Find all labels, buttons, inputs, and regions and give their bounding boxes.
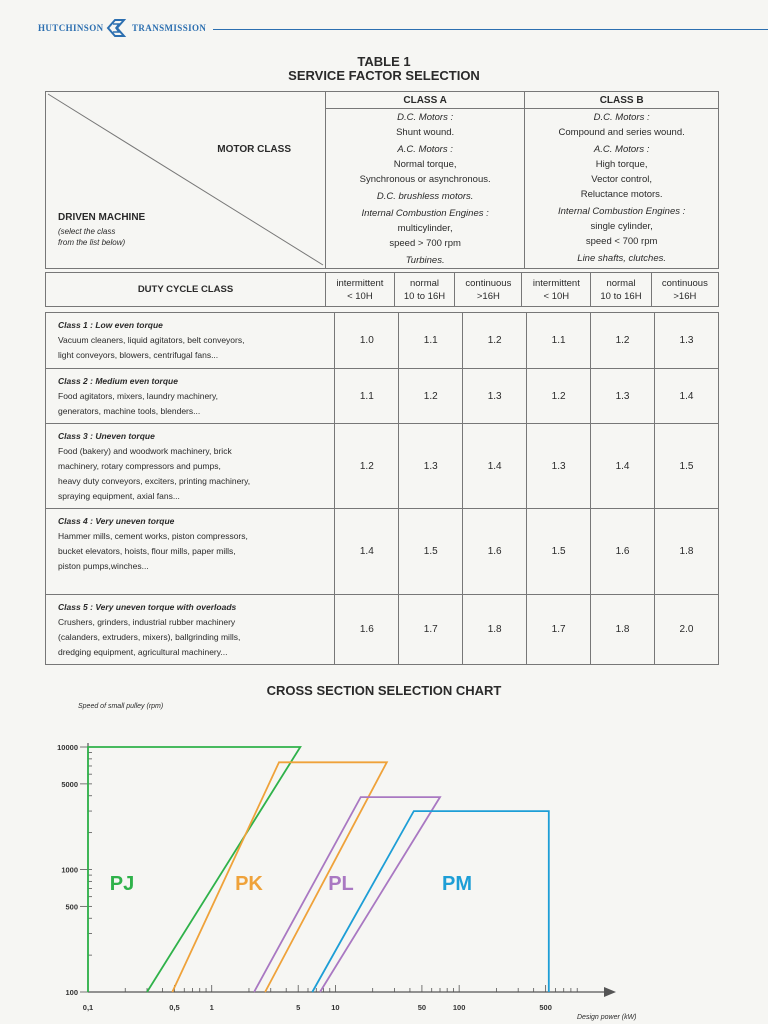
service-factor-value: 1.3 [463, 369, 527, 424]
service-factor-value: 1.6 [335, 595, 399, 665]
class-a-line: Normal torque, [393, 159, 457, 170]
service-factor-value: 1.4 [335, 509, 399, 595]
y-tick-label: 10000 [57, 743, 78, 752]
service-factor-value: 1.7 [527, 595, 591, 665]
class-a-line: Shunt wound. [396, 127, 455, 138]
class-a-line: D.C. brushless motors. [376, 191, 474, 202]
y-axis-label: Speed of small pulley (rpm) [78, 703, 164, 710]
brand-right: TRANSMISSION [132, 23, 207, 33]
class-a-line: multicylinder, [397, 223, 453, 234]
class-a-line: Synchronous or asynchronous. [359, 174, 491, 185]
table-subtitle: SERVICE FACTOR SELECTION [288, 68, 480, 83]
service-factor-value: 1.5 [654, 424, 718, 509]
service-factor-value: 1.2 [399, 369, 463, 424]
x-tick-label: 50 [417, 1003, 427, 1012]
brand-left: HUTCHINSON [38, 23, 104, 33]
driven-machine-class: Class 3 : Uneven torque Food (bakery) and woodwork machinery, brick machinery, rotary compressors and pumps, heavy duty conveyors, exciters, printing machinery, spraying equipment, axial fans... [46, 424, 335, 509]
x-tick-label: 0,1 [82, 1003, 94, 1012]
series-pm-outline [312, 811, 549, 992]
series-label-pk: PK [235, 873, 263, 895]
x-axis-arrow [604, 987, 616, 997]
x-tick-label: 5 [296, 1003, 301, 1012]
class-b-line: Line shafts, clutches. [577, 253, 666, 264]
class-b-line: A.C. Motors : [593, 144, 650, 155]
service-factor-value: 1.7 [399, 595, 463, 665]
duty-cycle-column: continuous >16H [651, 273, 718, 307]
series-pk-outline [172, 762, 386, 992]
service-factor-value: 1.4 [654, 369, 718, 424]
x-tick-label: 0,5 [169, 1003, 180, 1012]
service-factor-value: 1.2 [591, 313, 655, 369]
service-factor-value: 1.6 [463, 509, 527, 595]
class-name: Class 2 : Medium even torque [58, 376, 178, 386]
chart-title: CROSS SECTION SELECTION CHART [266, 683, 502, 698]
series-label-pj: PJ [109, 873, 135, 895]
driven-machine-label: DRIVEN MACHINE [58, 212, 146, 223]
driven-machine-note: (select the class from the list below) [58, 227, 126, 247]
service-factor-value: 2.0 [654, 595, 718, 665]
service-factor-value: 1.0 [335, 313, 399, 369]
service-factor-value: 1.5 [399, 509, 463, 595]
duty-cycle-column: normal 10 to 16H [591, 273, 651, 307]
y-tick-label: 100 [65, 988, 78, 997]
service-factor-value: 1.3 [399, 424, 463, 509]
service-factor-value: 1.1 [335, 369, 399, 424]
duty-cycle-column: continuous >16H [455, 273, 522, 307]
y-tick-label: 1000 [61, 865, 78, 875]
x-tick-label: 1 [209, 1003, 214, 1012]
class-name: Class 4 : Very uneven torque [58, 516, 175, 526]
class-name: Class 3 : Uneven torque [58, 431, 155, 441]
service-factor-value: 1.3 [527, 424, 591, 509]
service-factor-value: 1.8 [654, 509, 718, 595]
duty-cycle-column: intermittent < 10H [522, 273, 591, 307]
x-tick-label: 10 [331, 1003, 340, 1012]
class-name: Class 1 : Low even torque [58, 320, 163, 330]
class-a-line: Turbines. [405, 255, 445, 266]
service-factor-value: 1.1 [527, 313, 591, 369]
service-factor-value: 1.8 [463, 595, 527, 665]
class-b-line: speed < 700 rpm [585, 236, 658, 247]
class-a-header: CLASS A [326, 92, 525, 109]
table-title: TABLE 1 [357, 54, 411, 69]
class-b-line: D.C. Motors : [593, 112, 650, 123]
service-factor-value: 1.2 [527, 369, 591, 424]
driven-machine-class: Class 4 : Very uneven torque Hammer mills, cement works, piston compressors, bucket elevators, hoists, flour mills, paper mills, piston pumps,winches... [46, 509, 335, 595]
class-b-line: Compound and series wound. [558, 127, 685, 138]
class-b-line: single cylinder, [590, 221, 653, 232]
class-b-line: High torque, [595, 159, 648, 170]
driven-machine-class: Class 2 : Medium even torque Food agitators, mixers, laundry machinery, generators, machine tools, blenders... [46, 369, 335, 424]
y-tick-label: 5000 [61, 779, 78, 789]
service-factor-value: 1.6 [591, 509, 655, 595]
class-a-line: speed > 700 rpm [389, 238, 461, 249]
service-factor-value: 1.8 [591, 595, 655, 665]
class-name: Class 5 : Very uneven torque with overloads [58, 602, 237, 612]
x-tick-label: 100 [452, 1003, 466, 1012]
x-axis-label: Design power (kW) [577, 1014, 637, 1021]
class-b-line: Internal Combustion Engines : [558, 206, 686, 217]
service-factor-value: 1.4 [591, 424, 655, 509]
duty-cycle-column: normal 10 to 16H [394, 273, 454, 307]
service-factor-value: 1.4 [463, 424, 527, 509]
service-factor-value: 1.2 [335, 424, 399, 509]
class-b-line: Reluctance motors. [580, 189, 663, 200]
y-tick-label: 500 [65, 902, 78, 912]
motor-class-label: MOTOR CLASS [217, 144, 291, 155]
series-label-pm: PM [442, 873, 472, 895]
class-a-line: D.C. Motors : [397, 112, 454, 123]
duty-cycle-label: DUTY CYCLE CLASS [46, 273, 326, 307]
driven-machine-class: Class 1 : Low even torque Vacuum cleaners, liquid agitators, belt conveyors, light conveyors, blowers, centrifugal fans... [46, 313, 335, 369]
series-label-pl: PL [328, 873, 354, 895]
service-factor-value: 1.1 [399, 313, 463, 369]
x-tick-label: 500 [539, 1003, 552, 1012]
service-factor-value: 1.3 [591, 369, 655, 424]
service-factor-value: 1.5 [527, 509, 591, 595]
class-a-line: Internal Combustion Engines : [361, 208, 489, 219]
class-b-header: CLASS B [525, 92, 719, 109]
service-factor-value: 1.2 [463, 313, 527, 369]
class-a-line: A.C. Motors : [397, 144, 453, 155]
driven-machine-class: Class 5 : Very uneven torque with overloads Crushers, grinders, industrial rubber machinery (calanders, extruders, mixers), ballgrinding mills, dredging equipment, agricultural machinery... [46, 595, 335, 665]
duty-cycle-column: intermittent < 10H [326, 273, 395, 307]
service-factor-value: 1.3 [654, 313, 718, 369]
class-b-line: Vector control, [591, 174, 652, 185]
